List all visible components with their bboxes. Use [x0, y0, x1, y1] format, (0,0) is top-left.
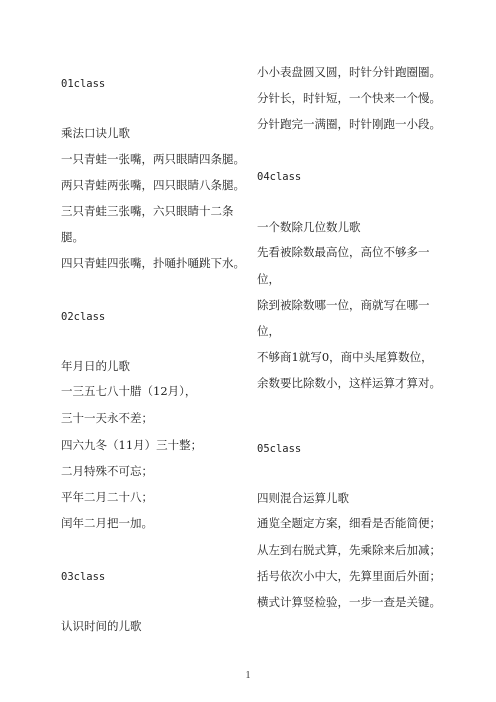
text-line: 分针长，时针短，一个快来一个慢。 [257, 91, 441, 105]
section-title-mixed-operations-song: 四则混合运算儿歌 [257, 491, 349, 505]
section-title-multiplication-song: 乘法口诀儿歌 [61, 126, 130, 140]
text-line: 从左到右脱式算，先乘除来后加减； [257, 543, 441, 557]
section-heading-05: 05class [257, 443, 302, 455]
section-heading-03: 03class [61, 571, 106, 583]
text-line: 二月特殊不可忘； [61, 464, 153, 478]
text-line: 横式计算竖检验，一步一查是关键。 [257, 595, 441, 609]
text-line: 括号依次小中大，先算里面后外面； [257, 569, 441, 583]
text-line: 四只青蛙四张嘴，扑嗵扑嗵跳下水。 [61, 256, 245, 270]
text-line: 一三五七八十腊（12月）， [61, 384, 197, 398]
text-line: 位， [257, 272, 280, 286]
section-heading-01: 01class [61, 78, 106, 90]
text-line: 腿。 [61, 230, 84, 244]
text-line: 通览全题定方案，细看是否能简便； [257, 516, 441, 530]
section-title-time-song: 认识时间的儿歌 [61, 619, 142, 633]
section-heading-04: 04class [257, 171, 302, 183]
section-title-division-song: 一个数除几位数儿歌 [257, 220, 361, 234]
text-line: 三只青蛙三张嘴，六只眼睛十二条 [61, 204, 234, 218]
text-line: 平年二月二十八； [61, 490, 153, 504]
text-line: 不够商1就写0，商中头尾算数位， [257, 350, 433, 364]
text-line: 两只青蛙两张嘴，四只眼睛八条腿。 [61, 178, 245, 192]
text-line: 一只青蛙一张嘴，两只眼睛四条腿。 [61, 152, 245, 166]
text-line: 位， [257, 324, 280, 338]
text-line: 余数要比除数小，这样运算才算对。 [257, 376, 441, 390]
text-line: 闰年二月把一加。 [61, 516, 153, 530]
page-number: 1 [245, 670, 251, 681]
text-line: 三十一天永不差； [61, 411, 153, 425]
section-title-calendar-song: 年月日的儿歌 [61, 359, 130, 373]
text-line: 除到被除数哪一位，商就写在哪一 [257, 298, 430, 312]
text-line: 小小表盘圆又圆，时针分针跑圈圈。 [257, 65, 441, 79]
text-line: 先看被除数最高位，高位不够多一 [257, 245, 430, 259]
text-line: 四六九冬（11月）三十整； [61, 438, 203, 452]
section-heading-02: 02class [61, 311, 106, 323]
text-line: 分针跑完一满圈，时针刚跑一小段。 [257, 117, 441, 131]
